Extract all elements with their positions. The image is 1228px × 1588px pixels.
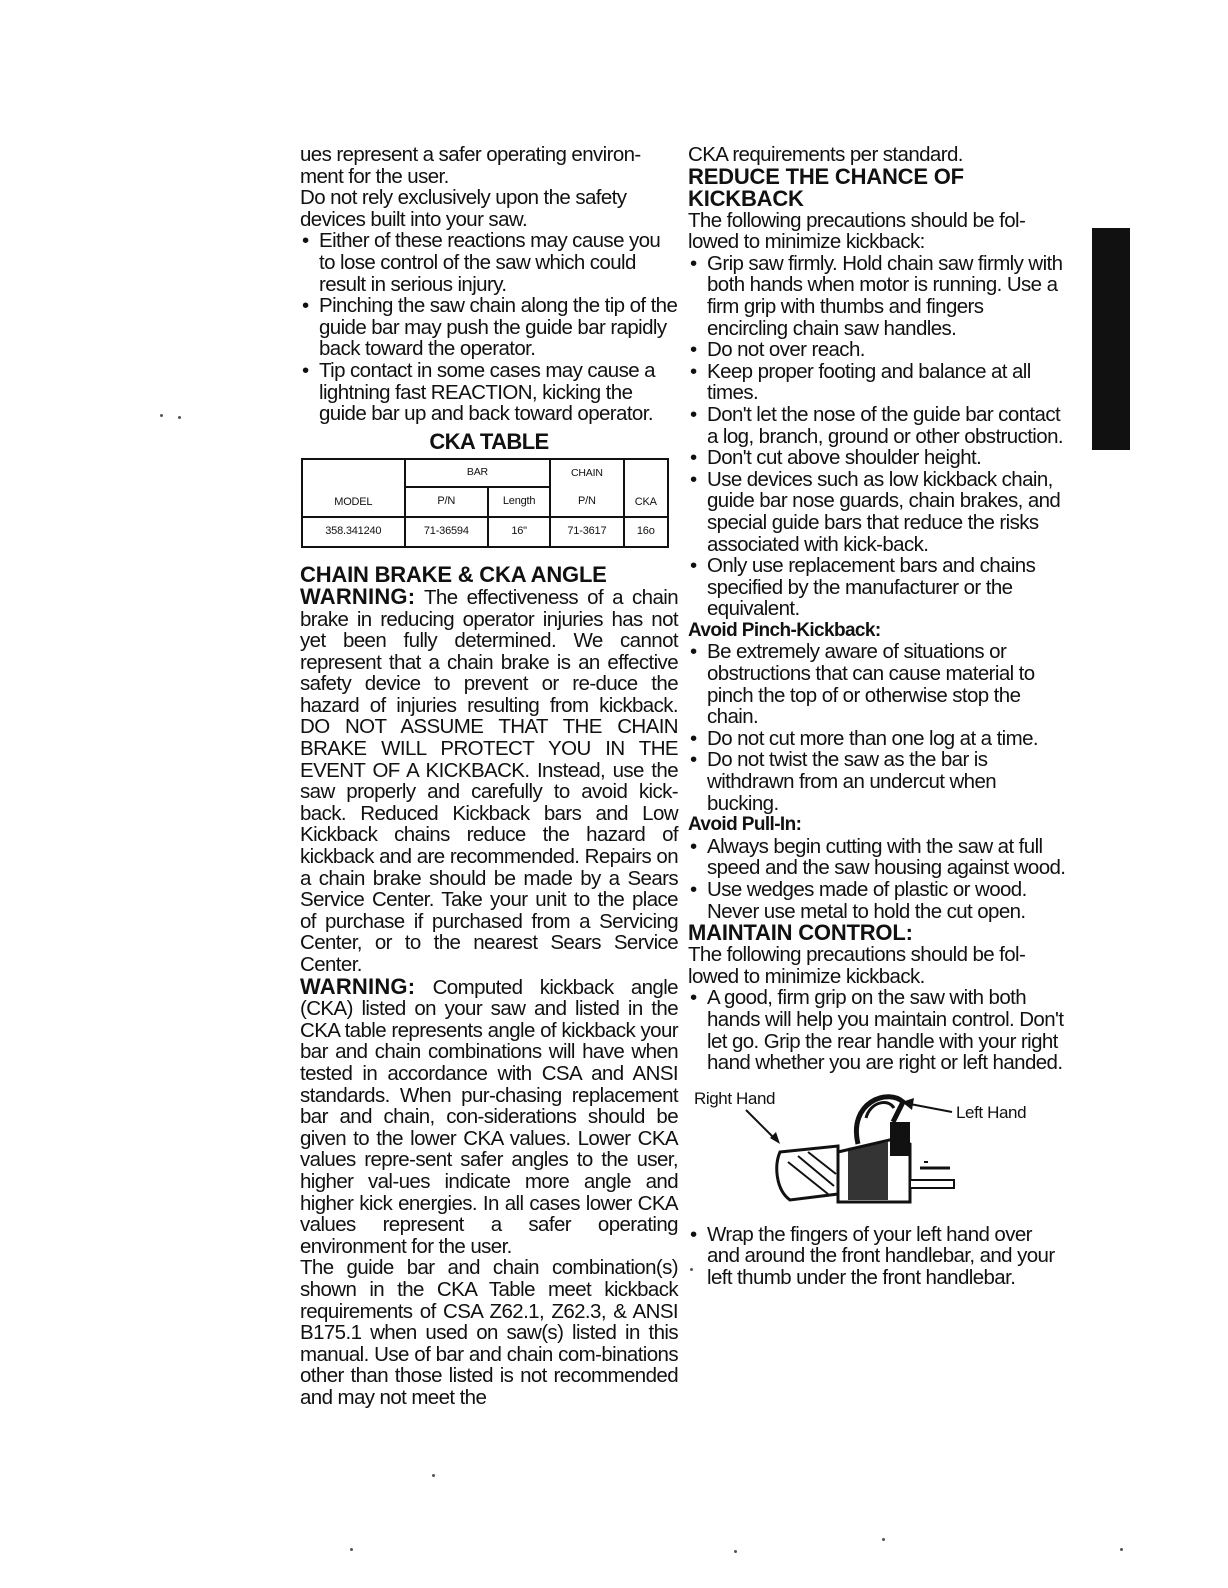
- cka-col-cka: CKA: [624, 459, 668, 517]
- list-item: • Wrap the fingers of your left hand over and around the front handlebar, and your left thumb under the front handlebar.: [688, 1224, 1066, 1289]
- pull-in-heading: Avoid Pull-In:: [688, 814, 802, 836]
- left-hand-label: Left Hand: [956, 1102, 1027, 1122]
- list-item: • Pinching the saw chain along the tip of the guide bar may push the guide bar rapidly back toward the operator.: [300, 295, 678, 360]
- list-item: • Be extremely aware of situations or obstructions that can cause material to pinch the top of or otherwise stop the chain.: [688, 641, 1066, 727]
- list-item: • A good, firm grip on the saw with both hands will help you maintain control. Don't let go. Grip the rear handle with your right hand whether you are right or left handed.: [688, 987, 1066, 1073]
- list-item: • Tip contact in some cases may cause a lightning fast REACTION, kicking the guide bar up and back toward operator.: [300, 360, 678, 425]
- cka-cell-bar-pn: 71-36594: [405, 517, 488, 547]
- warning-label: WARNING:: [300, 973, 416, 999]
- left-column: [300, 144, 678, 1408]
- cka-table: [301, 458, 669, 548]
- warning-label: WARNING:: [300, 583, 416, 609]
- intro-line-1: ues represent a safer operating environ-: [300, 143, 641, 166]
- scan-speck: [882, 1538, 885, 1541]
- list-item: • Grip saw firmly. Hold chain saw firmly with both hands when motor is running. Use a firm grip with thumbs and fingers encircling chain saw handles.: [688, 253, 1066, 339]
- list-item: • Either of these reactions may cause you to lose control of the saw which could result in serious injury.: [300, 230, 678, 295]
- cka-table-title: CKA TABLE: [429, 428, 549, 454]
- cka-cell-chain-pn: 71-3617: [550, 517, 623, 547]
- maintain-control-heading: MAINTAIN CONTROL:: [688, 920, 913, 946]
- rely-note: Do not rely exclusively upon the safety devices built into your saw.: [300, 186, 627, 231]
- chain-brake-heading: CHAIN BRAKE & CKA ANGLE: [300, 561, 607, 587]
- continuation-text: CKA requirements per standard.: [688, 143, 963, 166]
- pinch-kickback-heading: Avoid Pinch-Kickback:: [688, 619, 881, 641]
- table-row: [302, 517, 668, 547]
- warning-paragraph-2: [300, 973, 678, 1258]
- closing-paragraph: The guide bar and chain combination(s) shown in the CKA Table meet kickback requirements of CSA Z62.1, Z62.3, & ANSI B175.1 when used on saw(s) listed in this manual. Use of bar and chain com-binations other than those listed is not recommended and may not meet the: [300, 1256, 678, 1409]
- grip-illustration: [688, 1082, 1058, 1210]
- chainsaw-grip-drawing: [688, 1082, 1058, 1210]
- scan-speck: [432, 1474, 435, 1477]
- warning-text: Computed kickback angle (CKA) listed on your saw and listed in the CKA table represents angle of kickback your bar and chain combinations will have when tested in accordance with CSA and ANSI standards. When pur-chasing replacement bar and chain, con-siderations should be given to the lower CKA values. Lower CKA values repre-sent safer angles to the user, higher val-ues indicate more angle and higher kick energies. In all cases lower CKA values represent a safer operating environment for the user.: [300, 975, 678, 1258]
- cka-bar-header: BAR: [405, 459, 551, 487]
- cka-col-chain-pn: P/N: [550, 487, 623, 517]
- scan-speck: [178, 416, 181, 419]
- right-column: [688, 144, 1066, 1289]
- list-item: • Do not cut more than one log at a time.: [688, 728, 1066, 750]
- control-intro: The following precautions should be fol-lowed to minimize kickback.: [688, 943, 1026, 988]
- intro-line-2: ment for the user.: [300, 164, 449, 188]
- list-item: • Keep proper footing and balance at all times.: [688, 361, 1066, 404]
- cka-chain-header: CHAIN: [550, 459, 623, 487]
- cka-cell-cka: 16o: [624, 517, 668, 547]
- scan-speck: [1120, 1548, 1123, 1551]
- list-item: • Only use replacement bars and chains specified by the manufacturer or the equivalent.: [688, 555, 1066, 620]
- cka-cell-model: 358.341240: [302, 517, 405, 547]
- scan-speck: [350, 1548, 353, 1551]
- scan-speck: [734, 1550, 737, 1553]
- list-item: • Don't let the nose of the guide bar contact a log, branch, ground or other obstruction.: [688, 404, 1066, 447]
- scan-speck: [160, 414, 163, 417]
- reduce-kickback-heading: REDUCE THE CHANCE OF KICKBACK: [688, 163, 964, 211]
- section-tab-marker: [1092, 228, 1130, 450]
- reduce-intro: The following precautions should be fol-lowed to minimize kickback:: [688, 208, 1026, 254]
- warning-text: The effectiveness of a chain brake in reducing operator injuries has not yet been fully determined. We cannot represent that a chain brake is an effective safety device to prevent or re-duce the hazard of injuries resulting from kickback. DO NOT ASSUME THAT THE CHAIN BRAKE WILL PROTECT YOU IN THE EVENT OF A KICKBACK. Instead, use the saw properly and carefully to avoid kick-back. Reduced Kickback bars and Low Kickback chains reduce the hazard of kickback and are recommended. Repairs on a chain brake should be made by a Sears Service Center. Take your unit to the place of purchase if purchased from a Servicing Center, or to the nearest Sears Service Center.: [300, 585, 678, 976]
- cka-cell-length: 16": [488, 517, 550, 547]
- cka-col-model: MODEL: [302, 459, 405, 517]
- list-item: • Always begin cutting with the saw at full speed and the saw housing against wood.: [688, 836, 1066, 879]
- list-item: • Use wedges made of plastic or wood. Never use metal to hold the cut open.: [688, 879, 1066, 922]
- list-item: • Use devices such as low kickback chain, guide bar nose guards, chain brakes, and special guide bars that reduce the risks associated with kick-back.: [688, 469, 1066, 555]
- warning-paragraph-1: [300, 583, 678, 976]
- list-item: • Do not twist the saw as the bar is withdrawn from an undercut when bucking.: [688, 749, 1066, 814]
- cka-col-length: Length: [488, 487, 550, 517]
- list-item: • Don't cut above shoulder height.: [688, 447, 1066, 469]
- list-item: • Do not over reach.: [688, 339, 1066, 361]
- scan-speck: [690, 1268, 693, 1271]
- right-hand-label: Right Hand: [694, 1088, 776, 1108]
- cka-col-bar-pn: P/N: [405, 487, 488, 517]
